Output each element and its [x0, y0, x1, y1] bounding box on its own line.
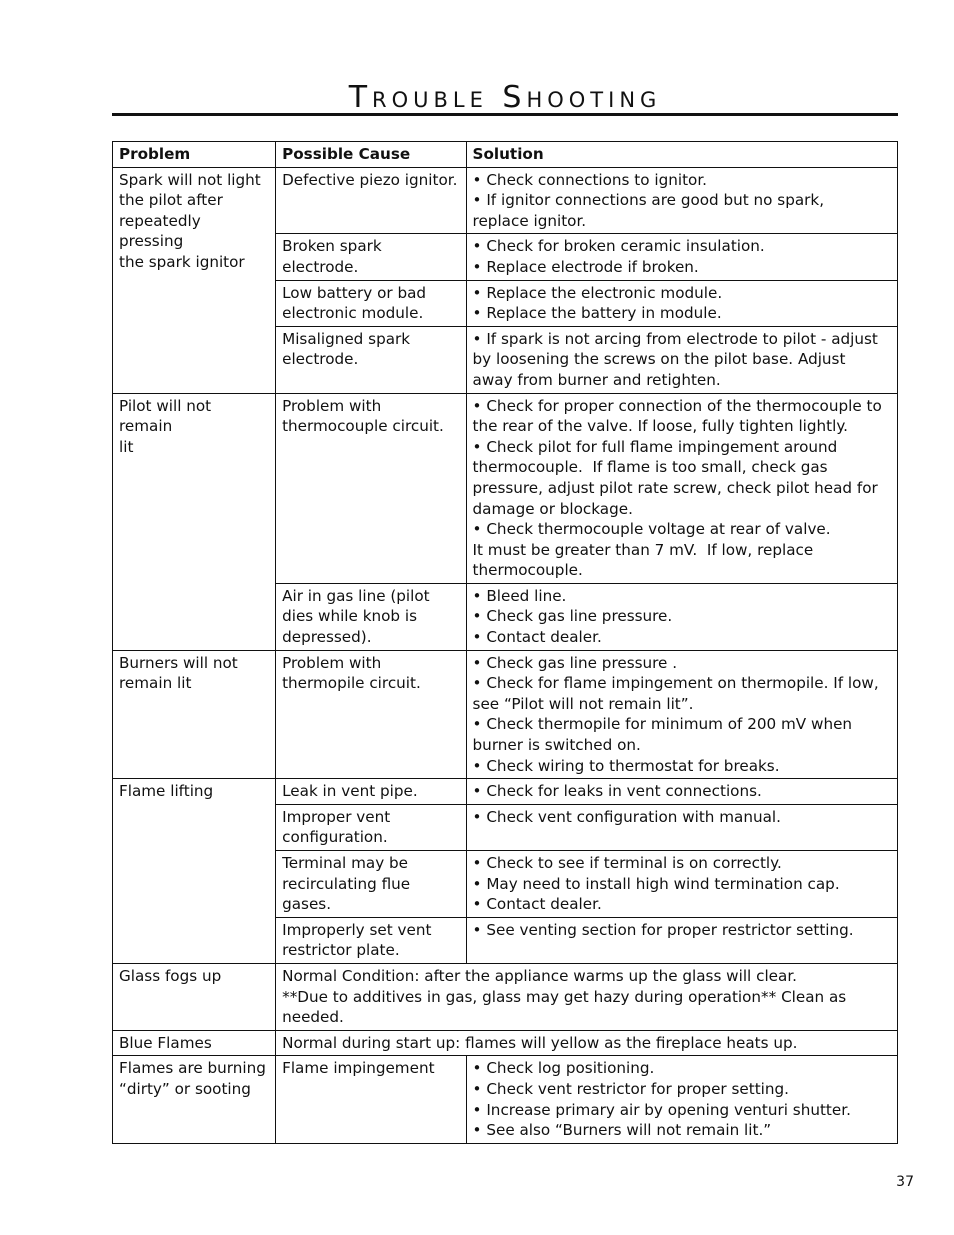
solution-cell [466, 234, 897, 280]
solution-cell-line: burner is switched on. [472, 736, 641, 755]
table-header-row [113, 142, 898, 168]
solution-cell-line: • Contact dealer. [472, 895, 602, 914]
table-row [113, 963, 898, 1030]
cause-cell [276, 1056, 466, 1143]
cause-cell-line: Problem with [282, 653, 382, 672]
note-cell-line: Normal Condition: after the appliance warms up the glass will clear. [282, 966, 797, 985]
solution-cell [466, 280, 897, 326]
cause-cell [276, 650, 466, 779]
problem-cell-line: Blue Flames [119, 1033, 212, 1052]
solution-cell-line: • Check thermopile for minimum of 200 mV when [472, 715, 853, 734]
cause-cell [276, 326, 466, 393]
cause-cell [276, 804, 466, 850]
solution-cell-line: • Check connections to ignitor. [472, 170, 708, 189]
cause-cell-line: Improperly set vent [282, 920, 432, 939]
solution-cell-line: • Replace the battery in module. [472, 304, 722, 323]
problem-cell-line: the pilot after [119, 191, 223, 210]
problem-cell-line: remain lit [119, 674, 192, 693]
problem-cell-line: Pilot will not remain [119, 396, 216, 436]
cause-cell-line: dies while knob is [282, 607, 418, 626]
solution-cell-line: by loosening the screws on the pilot base. Adjust [472, 350, 846, 369]
cause-cell-line: Low battery or bad [282, 283, 427, 302]
note-cell [276, 1030, 898, 1056]
solution-cell [466, 393, 897, 583]
solution-cell [466, 851, 897, 918]
cause-cell [276, 851, 466, 918]
table-row [113, 779, 898, 805]
solution-cell-line: away from burner and retighten. [472, 370, 721, 389]
solution-cell-line: thermocouple. [472, 561, 583, 580]
solution-cell-line: damage or blockage. [472, 499, 633, 518]
cause-cell-line: electronic module. [282, 304, 424, 323]
problem-cell-line: Flame lifting [119, 782, 214, 801]
solution-cell-line: • Check pilot for full flame impingement around [472, 437, 838, 456]
solution-cell-line: • Check thermocouple voltage at rear of valve. [472, 520, 831, 539]
solution-cell-line: • Bleed line. [472, 586, 567, 605]
solution-cell [466, 326, 897, 393]
cause-cell-line: Flame impingement [282, 1059, 435, 1078]
cause-cell-line: restrictor plate. [282, 941, 400, 960]
solution-cell-line: • Check for proper connection of the thermocouple to [472, 396, 882, 415]
solution-cell-line: • If ignitor connections are good but no spark, [472, 191, 825, 210]
problem-cell-line: Burners will not [119, 653, 238, 672]
problem-cell [113, 1030, 276, 1056]
cause-cell-line: Leak in vent pipe. [282, 782, 418, 801]
note-cell-line: Normal during start up: flames will yellow as the fireplace heats up. [282, 1033, 798, 1052]
solution-cell-line: • Check for flame impingement on thermopile. If low, [472, 674, 879, 693]
cause-cell-line: configuration. [282, 828, 388, 847]
cause-cell-line: recirculating flue gases. [282, 874, 415, 914]
solution-cell-line: the rear of the valve. If loose, fully tighten lightly. [472, 417, 848, 436]
note-cell [276, 963, 898, 1030]
problem-cell [113, 650, 276, 779]
cause-cell [276, 393, 466, 583]
table-body [113, 167, 898, 1143]
solution-cell-line: • Check log positioning. [472, 1059, 655, 1078]
problem-cell-line: Glass fogs up [119, 966, 222, 985]
solution-cell-line: • Check vent configuration with manual. [472, 807, 781, 826]
cause-cell [276, 280, 466, 326]
solution-cell-line: • May need to install high wind termination cap. [472, 874, 840, 893]
solution-cell-line: • Check for broken ceramic insulation. [472, 237, 765, 256]
cause-cell-line: Air in gas line (pilot [282, 586, 430, 605]
solution-cell-line: replace ignitor. [472, 211, 587, 230]
cause-cell-line: Improper vent [282, 807, 391, 826]
solution-cell-line: • See venting section for proper restrictor setting. [472, 920, 854, 939]
problem-cell-line: “dirty” or sooting [119, 1079, 251, 1098]
problem-cell [113, 393, 276, 650]
problem-cell-line: Flames are burning [119, 1059, 266, 1078]
page-number: 37 [896, 1174, 914, 1190]
problem-cell [113, 779, 276, 964]
cause-cell [276, 779, 466, 805]
cause-cell-line: depressed). [282, 628, 372, 647]
cause-cell-line: Misaligned spark [282, 329, 411, 348]
cause-cell [276, 917, 466, 963]
title-rule [112, 113, 898, 116]
table-row [113, 1030, 898, 1056]
solution-cell-line: pressure, adjust pilot rate screw, check pilot head for [472, 478, 878, 497]
solution-cell-line: • Check gas line pressure. [472, 607, 673, 626]
solution-cell-line: see “Pilot will not remain lit”. [472, 694, 694, 713]
table-row [113, 393, 898, 583]
header-solution: Solution [466, 142, 897, 168]
solution-cell-line: • See also “Burners will not remain lit.” [472, 1121, 772, 1140]
solution-cell-line: • If spark is not arcing from electrode to pilot - adjust [472, 329, 878, 348]
solution-cell [466, 917, 897, 963]
note-cell-line: needed. [282, 1008, 344, 1027]
solution-cell-line: • Replace electrode if broken. [472, 257, 699, 276]
cause-cell-line: electrode. [282, 350, 359, 369]
solution-cell-line: • Check vent restrictor for proper setting. [472, 1079, 789, 1098]
solution-cell-line: It must be greater than 7 mV. If low, replace [472, 540, 814, 559]
table-row [113, 1056, 898, 1143]
page-title: Trouble Shooting [348, 80, 662, 115]
solution-cell [466, 583, 897, 650]
table-row [113, 167, 898, 234]
cause-cell-line: thermopile circuit. [282, 674, 421, 693]
solution-cell-line: thermocouple. If flame is too small, check gas [472, 458, 828, 477]
solution-cell [466, 779, 897, 805]
cause-cell-line: Broken spark electrode. [282, 237, 387, 276]
problem-cell [113, 167, 276, 393]
cause-cell-line: Problem with [282, 396, 382, 415]
cause-cell-line: Terminal may be [282, 854, 409, 872]
cause-cell-line: Defective piezo ignitor. [282, 170, 458, 189]
table-row [113, 650, 898, 779]
problem-cell-line: the spark ignitor [119, 252, 245, 271]
problem-cell [113, 963, 276, 1030]
solution-cell-line: • Check gas line pressure . [472, 653, 678, 672]
header-possible-cause: Possible Cause [276, 142, 466, 168]
solution-cell [466, 804, 897, 850]
header-problem: Problem [113, 142, 276, 168]
solution-cell [466, 167, 897, 234]
troubleshooting-table [112, 141, 898, 1144]
solution-cell-line: • Replace the electronic module. [472, 283, 723, 302]
cause-cell-line: thermocouple circuit. [282, 417, 444, 436]
solution-cell-line: • Increase primary air by opening venturi shutter. [472, 1100, 851, 1119]
solution-cell [466, 1056, 897, 1143]
solution-cell-line: • Check wiring to thermostat for breaks. [472, 756, 780, 775]
problem-cell-line: lit [119, 437, 134, 456]
solution-cell-line: • Check for leaks in vent connections. [472, 782, 762, 801]
problem-cell-line: Spark will not light [119, 170, 261, 189]
cause-cell [276, 234, 466, 280]
solution-cell-line: • Check to see if terminal is on correctly. [472, 854, 782, 872]
cause-cell [276, 583, 466, 650]
note-cell-line: **Due to additives in gas, glass may get hazy during operation** Clean as [282, 987, 847, 1006]
problem-cell-line: repeatedly pressing [119, 211, 206, 251]
solution-cell [466, 650, 897, 779]
solution-cell-line: • Contact dealer. [472, 628, 602, 647]
problem-cell [113, 1056, 276, 1143]
cause-cell [276, 167, 466, 234]
